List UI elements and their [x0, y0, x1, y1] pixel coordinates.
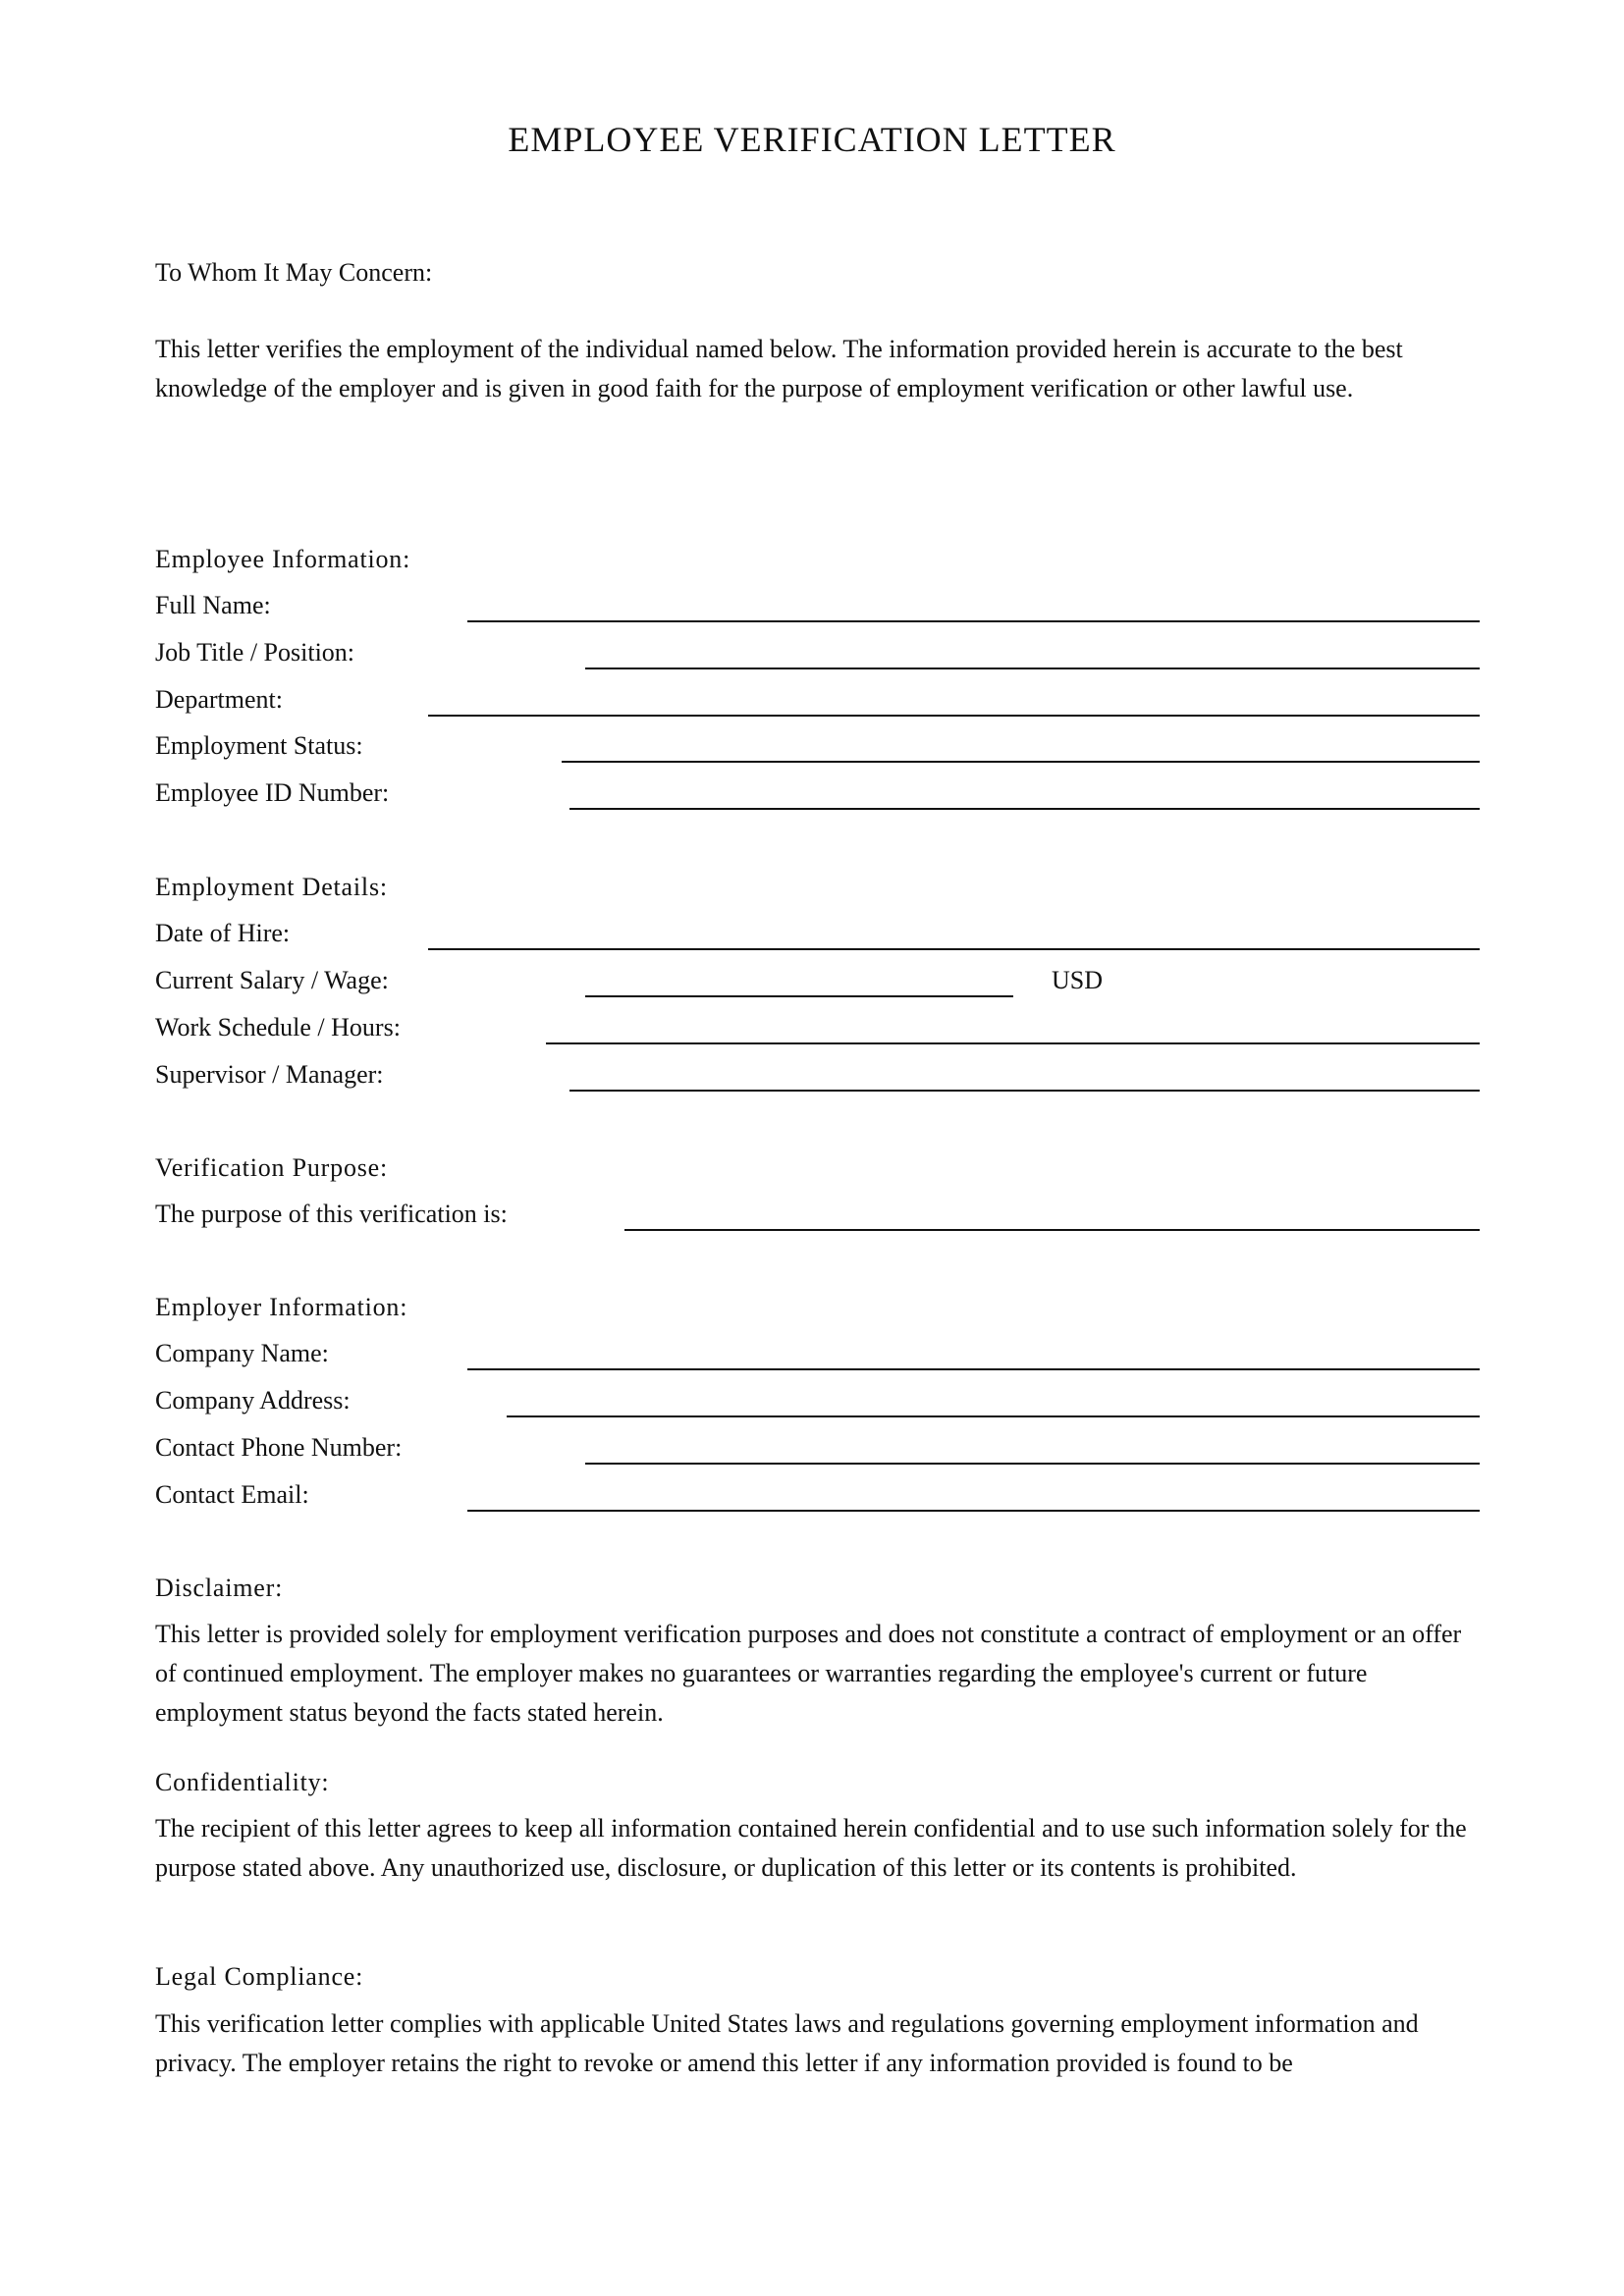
job-title-field[interactable] — [585, 667, 1480, 669]
employee-id-label: Employee ID Number: — [155, 778, 390, 807]
company-address-field[interactable] — [507, 1415, 1480, 1417]
company-address-label: Company Address: — [155, 1386, 351, 1415]
work-schedule-label: Work Schedule / Hours: — [155, 1013, 401, 1041]
date-of-hire-label: Date of Hire: — [155, 919, 291, 947]
job-title-label: Job Title / Position: — [155, 638, 355, 667]
supervisor-field[interactable] — [569, 1090, 1480, 1092]
contact-email-field[interactable] — [467, 1510, 1480, 1512]
purpose-field[interactable] — [624, 1229, 1480, 1231]
date-of-hire-field[interactable] — [428, 948, 1480, 950]
employment-status-field[interactable] — [562, 761, 1480, 763]
department-field[interactable] — [428, 715, 1480, 717]
full-name-label: Full Name: — [155, 591, 271, 619]
page-title: EMPLOYEE VERIFICATION LETTER — [508, 120, 1116, 159]
company-name-label: Company Name: — [155, 1339, 329, 1367]
disclaimer-body: This letter is provided solely for employment verification purposes and does not constitute a contract of employment or an offer of continued employment. The employer makes no guarantees or warranties regarding the employee's current or future employment status beyond the facts stated herein. — [155, 1620, 1462, 1727]
contact-email-label: Contact Email: — [155, 1480, 309, 1509]
contact-phone-field[interactable] — [585, 1463, 1480, 1465]
employment-details-heading: Employment Details: — [155, 873, 388, 901]
contact-phone-label: Contact Phone Number: — [155, 1433, 403, 1462]
company-name-field[interactable] — [467, 1368, 1480, 1370]
employer-information-heading: Employer Information: — [155, 1293, 408, 1321]
legal-compliance-body: This verification letter complies with applicable United States laws and regulations governing employment information and privacy. The employer retains the right to revoke or amend this letter if any information provided is found to be — [155, 2009, 1419, 2077]
confidentiality-heading: Confidentiality: — [155, 1768, 330, 1796]
salary-unit: USD — [1052, 966, 1104, 994]
salary-label: Current Salary / Wage: — [155, 966, 389, 994]
supervisor-label: Supervisor / Manager: — [155, 1060, 384, 1089]
confidentiality-body: The recipient of this letter agrees to keep all information contained herein confidential and to use such information solely for the purpose stated above. Any unauthorized use, disclosure, or duplication of this letter or its contents is prohibited. — [155, 1814, 1467, 1882]
purpose-label: The purpose of this verification is: — [155, 1200, 508, 1228]
salary-field[interactable] — [585, 995, 1013, 997]
employee-id-field[interactable] — [569, 808, 1480, 810]
verification-purpose-heading: Verification Purpose: — [155, 1153, 389, 1182]
full-name-field[interactable] — [467, 620, 1480, 622]
disclaimer-heading: Disclaimer: — [155, 1574, 284, 1602]
employment-status-label: Employment Status: — [155, 731, 363, 760]
employee-information-heading: Employee Information: — [155, 545, 411, 573]
intro-paragraph: This letter verifies the employment of the individual named below. The information provided herein is accurate to the best knowledge of the employer and is given in good faith for the purpose of employment verification or other lawful use. — [155, 335, 1403, 402]
work-schedule-field[interactable] — [546, 1042, 1480, 1044]
salutation: To Whom It May Concern: — [155, 258, 433, 287]
department-label: Department: — [155, 685, 283, 714]
legal-compliance-heading: Legal Compliance: — [155, 1962, 364, 1991]
